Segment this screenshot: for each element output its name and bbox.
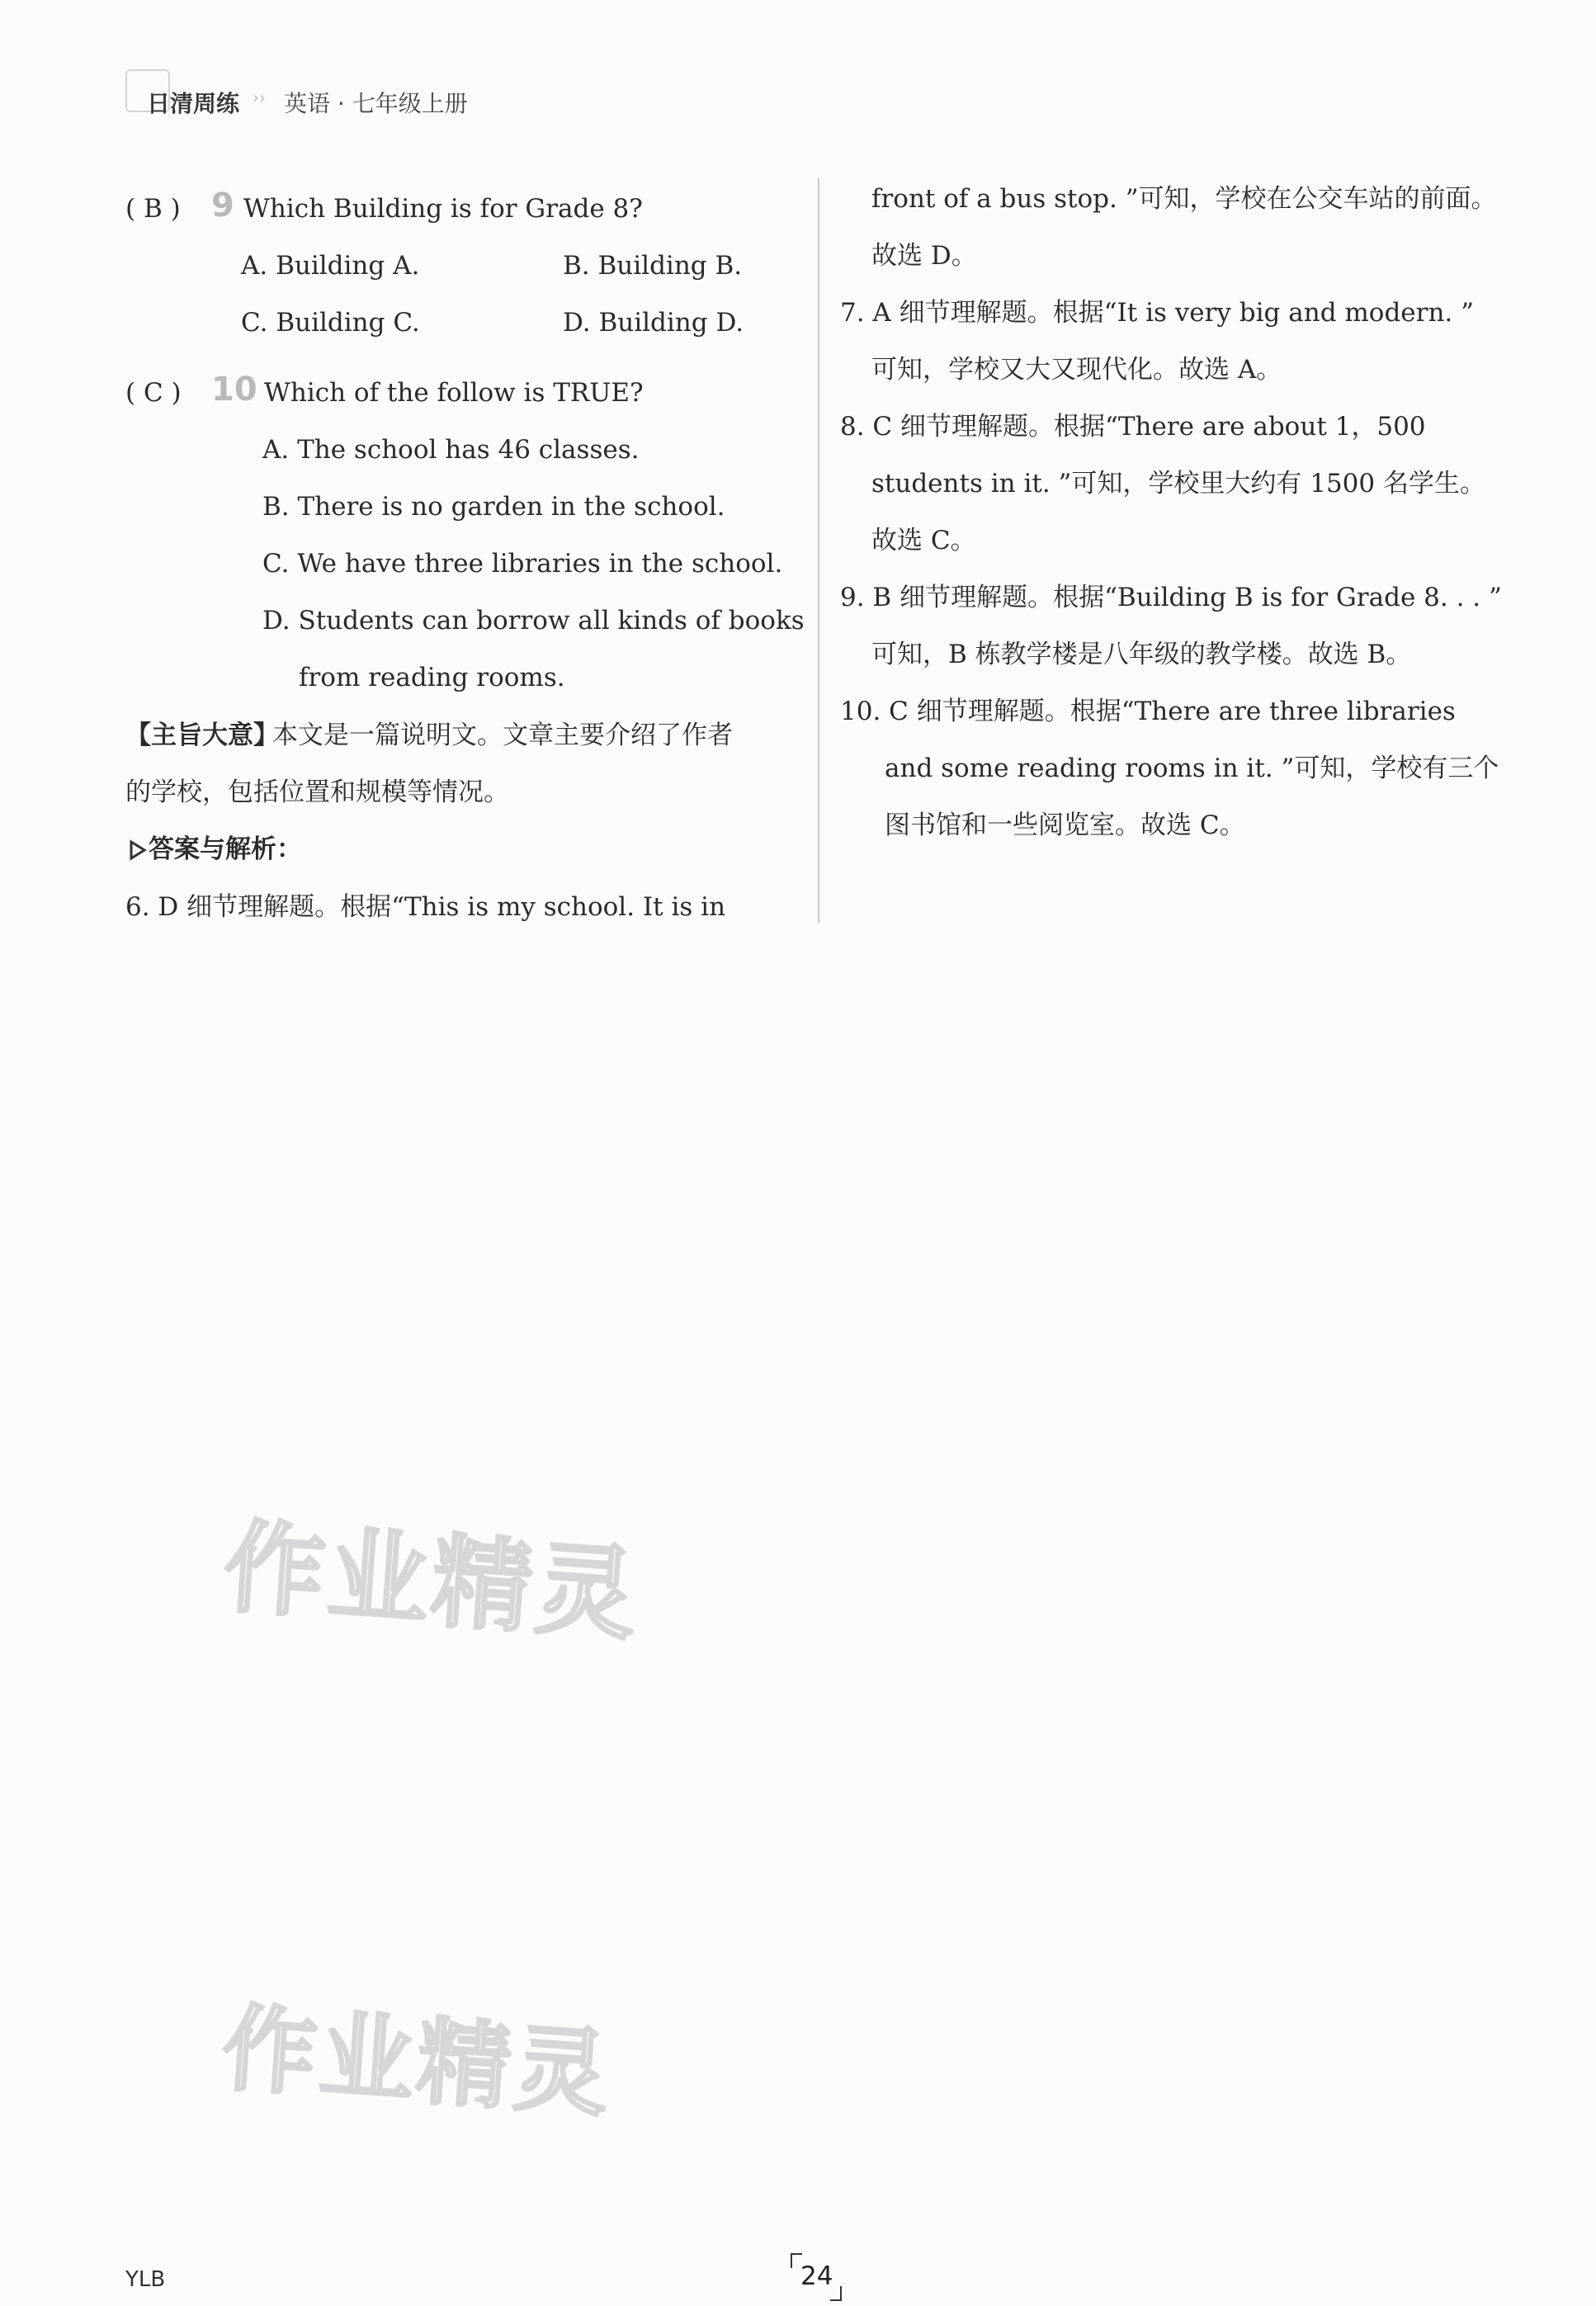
page-number-bracket-right <box>830 2286 842 2301</box>
main-idea-line2: 的学校，包括位置和规模等情况。 <box>125 777 509 807</box>
explanation-9-line1: 9. B 细节理解题。根据“Building B is for Grade 8. . . ” <box>840 583 1502 612</box>
answers-heading: 答案与解析： <box>149 834 302 864</box>
watermark: 作业精灵 <box>219 1992 616 2130</box>
q9-option-b: B. Building B. <box>563 251 743 281</box>
play-arrow-icon <box>129 839 147 861</box>
explanation-8-line2: students in it. ”可知，学校里大约有 1500 名学生。 <box>871 469 1485 499</box>
explanation-10-line2: and some reading rooms in it. ”可知，学校有三个 <box>885 754 1499 783</box>
explanation-9-line2: 可知，B 栋教学楼是八年级的教学楼。故选 B。 <box>871 640 1412 669</box>
explanation-6-line3: 故选 D。 <box>871 241 977 271</box>
q10-option-d-line2: from reading rooms. <box>299 663 565 692</box>
page-number: 24 <box>800 2261 833 2291</box>
explanation-10-line3: 图书馆和一些阅览室。故选 C。 <box>885 810 1245 840</box>
q10-option-d-line1: D. Students can borrow all kinds of books <box>262 606 805 636</box>
q10-number: 10 <box>211 371 257 409</box>
header-subject: 英语 · 七年级上册 <box>284 90 468 117</box>
q10-option-c: C. We have three libraries in the school. <box>262 549 783 579</box>
q9-option-c: C. Building C. <box>241 308 420 338</box>
column-divider <box>818 178 819 923</box>
explanation-6-line1: 6. D 细节理解题。根据“This is my school. It is in <box>125 892 726 922</box>
q10-stem: Which of the follow is TRUE? <box>264 378 644 408</box>
explanation-8-line1: 8. C 细节理解题。根据“There are about 1，500 <box>840 412 1426 442</box>
explanation-6-line2: front of a bus stop. ”可知，学校在公交车站的前面。 <box>871 184 1497 214</box>
q9-option-d: D. Building D. <box>563 308 744 338</box>
q10-option-b: B. There is no garden in the school. <box>262 492 725 522</box>
explanation-8-line3: 故选 C。 <box>871 526 976 555</box>
q9-number: 9 <box>211 187 234 224</box>
footer-code: YLB <box>125 2267 166 2292</box>
q9-stem: Which Building is for Grade 8? <box>243 194 643 224</box>
q9-option-a: A. Building A. <box>241 251 420 281</box>
header-brand: 日清周练 <box>147 90 240 117</box>
header-separator: ›› <box>253 87 266 107</box>
explanation-7-line1: 7. A 细节理解题。根据“It is very big and modern. ” <box>840 298 1474 328</box>
explanation-10-line1: 10. C 细节理解题。根据“There are three libraries <box>840 697 1456 726</box>
main-idea-label: 【主旨大意】 <box>125 721 279 750</box>
main-idea-line1: 本文是一篇说明文。文章主要介绍了作者 <box>272 721 733 750</box>
q9-answer: ( B ) <box>125 194 181 224</box>
q10-option-a: A. The school has 46 classes. <box>262 435 640 465</box>
explanation-7-line2: 可知，学校又大又现代化。故选 A。 <box>871 355 1282 385</box>
watermark: 作业精灵 <box>220 1508 644 1655</box>
q10-answer: ( C ) <box>125 378 182 408</box>
